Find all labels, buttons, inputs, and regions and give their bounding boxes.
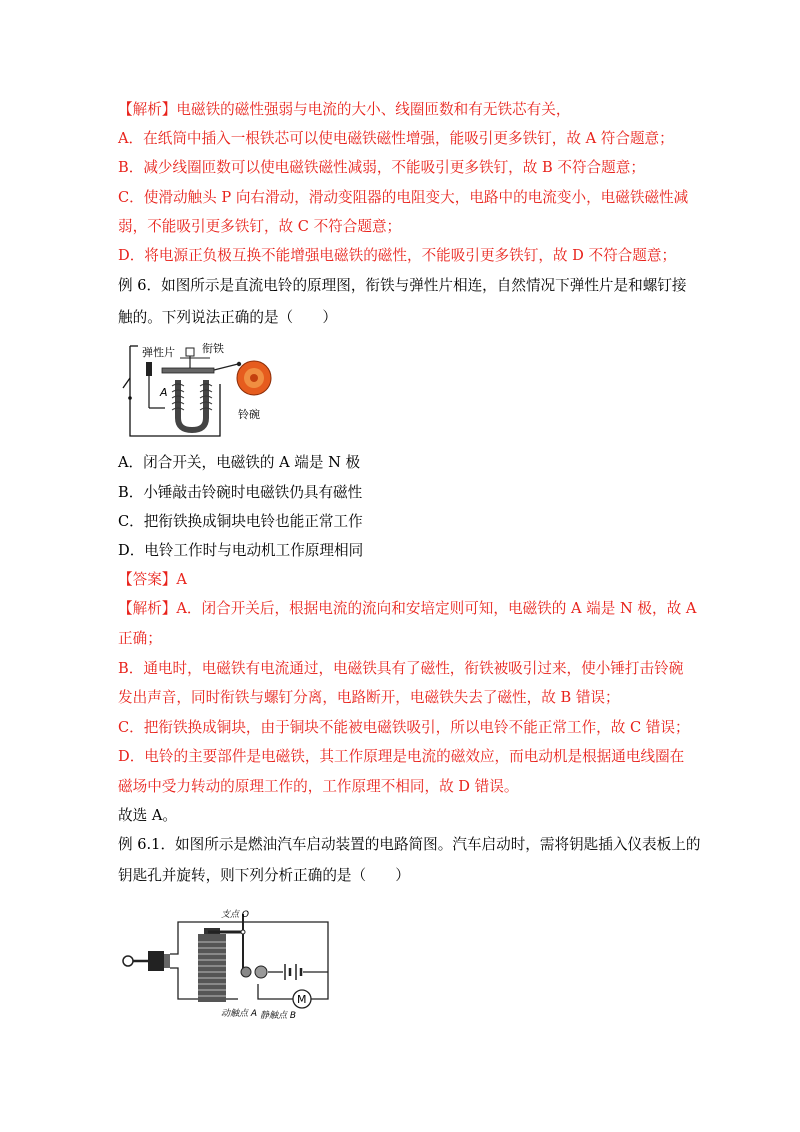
analysis-1-line-3: B．减少线圈匝数可以使电磁铁磁性减弱，不能吸引更多铁钉，故 B 不符合题意； xyxy=(118,159,645,176)
analysis-2-line-6: D．电铃的主要部件是电磁铁，其工作原理是电流的磁效应，而电动机是根据通电线圈在 xyxy=(118,748,685,765)
analysis-tag: 【解析】 xyxy=(118,600,177,617)
analysis-2-line-4: 发出声音，同时衔铁与螺钉分离，电路断开，电磁铁失去了磁性，故 B 错误； xyxy=(118,689,620,706)
example-6-stem-1: 例 6．如图所示是直流电铃的原理图，衔铁与弹性片相连，自然情况下弹性片是和螺钉接 xyxy=(118,277,687,294)
conclusion: 故选 A。 xyxy=(118,807,177,824)
label-a-end: A xyxy=(160,386,168,399)
analysis-2-line-5: C．把衔铁换成铜块，由于铜块不能被电磁铁吸引，所以电铃不能正常工作，故 C 错误； xyxy=(118,719,690,736)
analysis-2-line-1 xyxy=(118,599,696,619)
analysis-1-line-4: C．使滑动触头 P 向右滑动，滑动变阻器的电阻变大，电路中的电流变小，电磁铁磁性减 xyxy=(118,189,689,206)
answer-value: A xyxy=(176,571,187,588)
label-contact-b: 静触点 B xyxy=(260,1011,297,1021)
answer-tag: 【答案】 xyxy=(118,571,177,588)
car-starter-figure xyxy=(118,904,348,1022)
analysis-1-line-6: D．将电源正负极互换不能增强电磁铁的磁性，不能吸引更多铁钉，故 D 不符合题意； xyxy=(118,247,677,264)
answer-line xyxy=(118,570,187,590)
analysis-text: 电磁铁的磁性强弱与电流的大小、线圈匝数和有无铁芯有关， xyxy=(176,101,571,118)
analysis-2-line-3: B．通电时，电磁铁有电流通过，电磁铁具有了磁性，衔铁被吸引过来，使小锤打击铃碗 xyxy=(118,660,684,677)
motor-label: M xyxy=(297,993,307,1006)
label-pivot: 支点 O xyxy=(221,910,249,920)
analysis-1-line-2: A．在纸筒中插入一根铁芯可以使电磁铁磁性增强，能吸引更多铁钉，故 A 符合题意； xyxy=(118,130,674,147)
option-d: D．电铃工作时与电动机工作原理相同 xyxy=(118,542,364,559)
analysis-2-line-7: 磁场中受力转动的原理工作的，工作原理不相同，故 D 错误。 xyxy=(118,778,519,795)
analysis-text: A．闭合开关后，根据电流的流向和安培定则可知，电磁铁的 A 端是 N 极，故 A xyxy=(176,600,697,617)
option-a: A．闭合开关，电磁铁的 A 端是 N 极 xyxy=(118,454,361,471)
electric-bell-figure xyxy=(120,338,300,440)
label-spring-plate: 弹性片 xyxy=(142,346,175,359)
example-6-stem-2: 触的。下列说法正确的是（ ） xyxy=(118,309,337,326)
analysis-2-line-2: 正确； xyxy=(118,630,162,647)
analysis-1-line-1 xyxy=(118,100,570,120)
option-c: C．把衔铁换成铜块电铃也能正常工作 xyxy=(118,513,363,530)
analysis-tag: 【解析】 xyxy=(118,101,177,118)
label-armature: 衔铁 xyxy=(202,342,224,355)
label-contact-a: 动触点 A xyxy=(221,1009,258,1019)
example-6-1-stem-2: 钥匙孔并旋转，则下列分析正确的是（ ） xyxy=(118,867,410,884)
example-6-1-stem-1: 例 6.1．如图所示是燃油汽车启动装置的电路简图。汽车启动时，需将钥匙插入仪表板上的 xyxy=(118,836,701,853)
label-bell: 铃碗 xyxy=(238,408,260,421)
analysis-1-line-5: 弱，不能吸引更多铁钉，故 C 不符合题意； xyxy=(118,218,402,235)
option-b: B．小锤敲击铃碗时电磁铁仍具有磁性 xyxy=(118,484,363,501)
